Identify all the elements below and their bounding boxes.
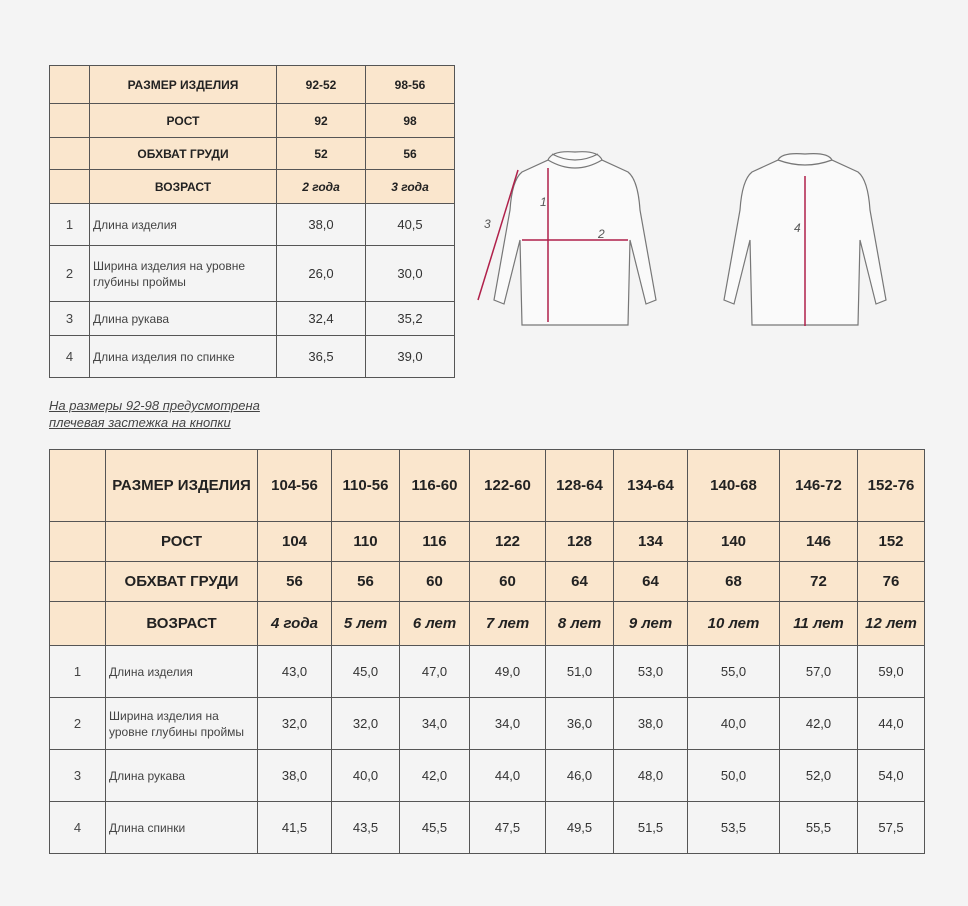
header-size-cell: 152-76 (858, 450, 925, 522)
header-age-row (50, 602, 925, 646)
value-cell: 46,0 (546, 750, 614, 802)
header-chest-cell: 64 (546, 562, 614, 602)
note-line-1: На размеры 92-98 предусмотрена (49, 398, 260, 413)
header-age-cell: 11 лет (780, 602, 858, 646)
header-label: ОБХВАТ ГРУДИ (90, 138, 277, 170)
header-size-cell: 146-72 (780, 450, 858, 522)
header-size-cell: 128-64 (546, 450, 614, 522)
note-line-2: плечевая застежка на кнопки (49, 415, 231, 430)
value-cell: 39,0 (366, 336, 455, 378)
value-cell: 36,0 (546, 698, 614, 750)
header-height-cell: 146 (780, 522, 858, 562)
header-size-cell: 134-64 (614, 450, 688, 522)
header-age-cell: 12 лет (858, 602, 925, 646)
value-cell: 44,0 (858, 698, 925, 750)
value-cell: 57,5 (858, 802, 925, 854)
row-index: 3 (50, 302, 90, 336)
value-cell: 49,5 (546, 802, 614, 854)
header-age-cell: 8 лет (546, 602, 614, 646)
header-height-row (50, 522, 925, 562)
header-age-row (50, 170, 455, 204)
value-cell: 38,0 (277, 204, 366, 246)
value-cell: 34,0 (400, 698, 470, 750)
value-cell: 57,0 (780, 646, 858, 698)
header-age-cell: 4 года (258, 602, 332, 646)
header-size-row (50, 66, 455, 104)
header-label: РОСТ (90, 104, 277, 138)
header-height-cell: 152 (858, 522, 925, 562)
header-label: РАЗМЕР ИЗДЕЛИЯ (90, 66, 277, 104)
front-garment-illustration (494, 152, 656, 325)
header-chest-cell: 56 (258, 562, 332, 602)
header-size-cell: 140-68 (688, 450, 780, 522)
row-label: Длина изделия (106, 646, 258, 698)
value-cell: 54,0 (858, 750, 925, 802)
value-cell: 51,0 (546, 646, 614, 698)
value-cell: 42,0 (400, 750, 470, 802)
header-age-cell: 7 лет (470, 602, 546, 646)
header-age-cell: 6 лет (400, 602, 470, 646)
header-chest-cell: 52 (277, 138, 366, 170)
row-index: 4 (50, 336, 90, 378)
header-chest-row (50, 138, 455, 170)
value-cell: 49,0 (470, 646, 546, 698)
value-cell: 40,5 (366, 204, 455, 246)
measure-label-2: 2 (598, 227, 605, 241)
measurement-row (50, 336, 455, 378)
value-cell: 47,5 (470, 802, 546, 854)
header-label: РОСТ (106, 522, 258, 562)
measure-label-3: 3 (484, 217, 491, 231)
value-cell: 55,0 (688, 646, 780, 698)
value-cell: 36,5 (277, 336, 366, 378)
header-blank-cell (50, 138, 90, 170)
header-blank-cell (50, 602, 106, 646)
header-age-cell: 3 года (366, 170, 455, 204)
header-height-cell: 140 (688, 522, 780, 562)
header-height-cell: 116 (400, 522, 470, 562)
row-label: Длина изделия (90, 204, 277, 246)
row-label: Длина рукава (90, 302, 277, 336)
measurement-row (50, 302, 455, 336)
header-blank-cell (50, 170, 90, 204)
value-cell: 30,0 (366, 246, 455, 302)
header-age-cell: 2 года (277, 170, 366, 204)
header-size-cell: 122-60 (470, 450, 546, 522)
row-index: 1 (50, 646, 106, 698)
header-size-cell: 116-60 (400, 450, 470, 522)
header-height-cell: 110 (332, 522, 400, 562)
header-size-cell: 92-52 (277, 66, 366, 104)
row-label: Длина изделия по спинке (90, 336, 277, 378)
value-cell: 45,0 (332, 646, 400, 698)
value-cell: 32,0 (332, 698, 400, 750)
row-index: 1 (50, 204, 90, 246)
value-cell: 40,0 (688, 698, 780, 750)
value-cell: 47,0 (400, 646, 470, 698)
header-label: ОБХВАТ ГРУДИ (106, 562, 258, 602)
row-index: 4 (50, 802, 106, 854)
header-size-row (50, 450, 925, 522)
value-cell: 59,0 (858, 646, 925, 698)
header-label: ВОЗРАСТ (90, 170, 277, 204)
value-cell: 32,4 (277, 302, 366, 336)
header-chest-row (50, 562, 925, 602)
value-cell: 53,0 (614, 646, 688, 698)
value-cell: 32,0 (258, 698, 332, 750)
measure-label-1: 1 (540, 195, 547, 209)
measurement-row (50, 698, 925, 750)
value-cell: 34,0 (470, 698, 546, 750)
header-age-cell: 10 лет (688, 602, 780, 646)
row-label: Ширина изделия на уровне глубины проймы (90, 246, 277, 302)
row-label: Длина рукава (106, 750, 258, 802)
measurement-row (50, 246, 455, 302)
size-table-small (49, 65, 455, 378)
row-label: Ширина изделия на уровне глубины проймы (106, 698, 258, 750)
row-label: Длина спинки (106, 802, 258, 854)
header-chest-cell: 56 (366, 138, 455, 170)
value-cell: 43,0 (258, 646, 332, 698)
measure-label-4: 4 (794, 221, 801, 235)
value-cell: 38,0 (614, 698, 688, 750)
value-cell: 51,5 (614, 802, 688, 854)
value-cell: 35,2 (366, 302, 455, 336)
header-chest-cell: 56 (332, 562, 400, 602)
value-cell: 41,5 (258, 802, 332, 854)
value-cell: 43,5 (332, 802, 400, 854)
value-cell: 26,0 (277, 246, 366, 302)
header-blank-cell (50, 450, 106, 522)
header-height-cell: 122 (470, 522, 546, 562)
value-cell: 48,0 (614, 750, 688, 802)
header-chest-cell: 60 (400, 562, 470, 602)
header-age-cell: 5 лет (332, 602, 400, 646)
value-cell: 38,0 (258, 750, 332, 802)
header-height-row (50, 104, 455, 138)
header-age-cell: 9 лет (614, 602, 688, 646)
header-height-cell: 128 (546, 522, 614, 562)
measurement-row (50, 646, 925, 698)
value-cell: 50,0 (688, 750, 780, 802)
header-chest-cell: 76 (858, 562, 925, 602)
header-height-cell: 98 (366, 104, 455, 138)
header-size-cell: 110-56 (332, 450, 400, 522)
row-index: 2 (50, 698, 106, 750)
value-cell: 40,0 (332, 750, 400, 802)
note-text (49, 397, 349, 431)
header-blank-cell (50, 522, 106, 562)
header-size-cell: 104-56 (258, 450, 332, 522)
header-label: ВОЗРАСТ (106, 602, 258, 646)
value-cell: 53,5 (688, 802, 780, 854)
value-cell: 52,0 (780, 750, 858, 802)
header-blank-cell (50, 562, 106, 602)
header-label: РАЗМЕР ИЗДЕЛИЯ (106, 450, 258, 522)
row-index: 3 (50, 750, 106, 802)
measurement-row (50, 204, 455, 246)
garment-diagram (460, 140, 900, 340)
header-size-cell: 98-56 (366, 66, 455, 104)
header-blank-cell (50, 66, 90, 104)
row-index: 2 (50, 246, 90, 302)
header-chest-cell: 60 (470, 562, 546, 602)
measurement-row (50, 750, 925, 802)
size-table-large (49, 449, 925, 854)
header-height-cell: 92 (277, 104, 366, 138)
value-cell: 42,0 (780, 698, 858, 750)
value-cell: 45,5 (400, 802, 470, 854)
header-chest-cell: 68 (688, 562, 780, 602)
header-blank-cell (50, 104, 90, 138)
header-height-cell: 134 (614, 522, 688, 562)
header-chest-cell: 64 (614, 562, 688, 602)
value-cell: 44,0 (470, 750, 546, 802)
value-cell: 55,5 (780, 802, 858, 854)
measurement-row (50, 802, 925, 854)
header-height-cell: 104 (258, 522, 332, 562)
header-chest-cell: 72 (780, 562, 858, 602)
